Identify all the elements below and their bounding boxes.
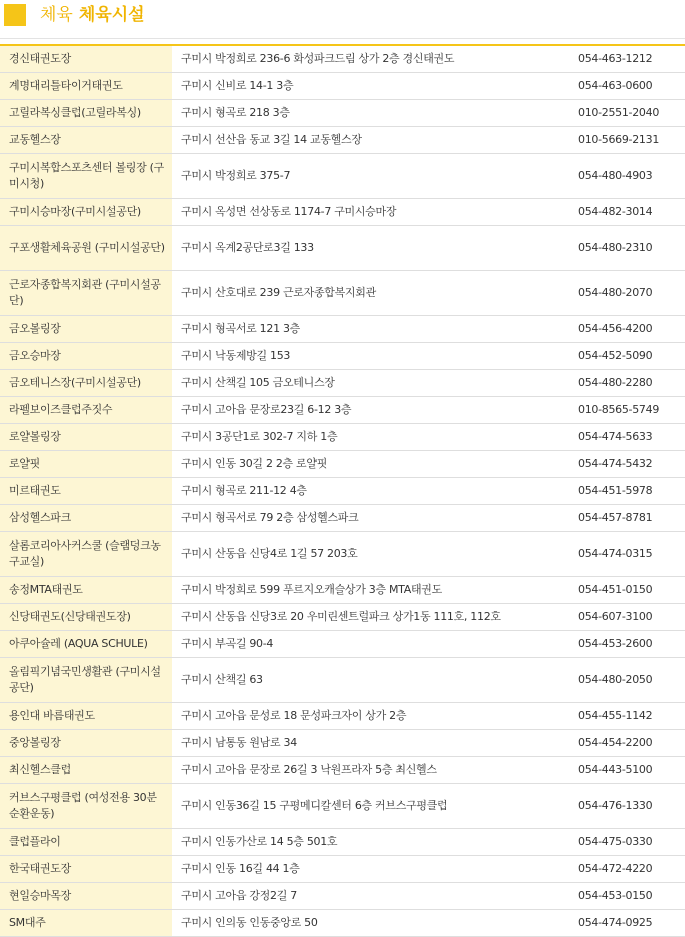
facility-name-cell: 구포생활체육공원 (구미시설공단) (0, 226, 172, 271)
facility-phone-cell: 054-474-5432 (570, 451, 685, 478)
table-row (0, 883, 685, 910)
table-row (0, 829, 685, 856)
facility-name-cell: 현일승마목장 (0, 883, 172, 910)
table-row (0, 199, 685, 226)
facility-address-cell: 구미시 고아읍 문장로 26길 3 낙원프라자 5층 최신헬스 (172, 757, 570, 784)
facility-name-cell: 교동헬스장 (0, 127, 172, 154)
table-row (0, 577, 685, 604)
facility-phone-cell: 054-474-5633 (570, 424, 685, 451)
facility-phone-cell: 054-475-0330 (570, 829, 685, 856)
facility-address-cell: 구미시 3공단1로 302-7 지하 1층 (172, 424, 570, 451)
facility-phone-cell: 054-451-5978 (570, 478, 685, 505)
table-row (0, 703, 685, 730)
facility-phone-cell: 054-480-2050 (570, 658, 685, 703)
table-row (0, 784, 685, 829)
facility-address-cell: 구미시 고아읍 문장로23길 6-12 3층 (172, 397, 570, 424)
facility-name-cell: 금오테니스장(구미시설공단) (0, 370, 172, 397)
table-row (0, 73, 685, 100)
facility-phone-cell: 054-480-4903 (570, 154, 685, 199)
facility-address-cell: 구미시 남통동 원남로 34 (172, 730, 570, 757)
facility-phone-cell: 054-480-2070 (570, 271, 685, 316)
facility-name-cell: 살롬코리아사커스쿨 (슬램덩크농구교실) (0, 532, 172, 577)
section-title (40, 4, 145, 26)
facility-address-cell: 구미시 고아읍 문성로 18 문성파크자이 상가 2층 (172, 703, 570, 730)
facility-address-cell: 구미시 부곡길 90-4 (172, 631, 570, 658)
facility-address-cell: 구미시 옥성면 선상동로 1174-7 구미시승마장 (172, 199, 570, 226)
facility-name-cell: 구미시승마장(구미시설공단) (0, 199, 172, 226)
table-row (0, 226, 685, 271)
facility-phone-cell: 054-457-8781 (570, 505, 685, 532)
table-row (0, 154, 685, 199)
facility-phone-cell: 054-607-3100 (570, 604, 685, 631)
facility-phone-cell: 054-463-0600 (570, 73, 685, 100)
table-row (0, 127, 685, 154)
facility-address-cell: 구미시 박정희로 236-6 화성파크드림 상가 2층 경신태권도 (172, 45, 570, 73)
facility-phone-cell: 054-474-0925 (570, 910, 685, 937)
facility-phone-cell: 054-480-2280 (570, 370, 685, 397)
facility-address-cell: 구미시 인동36길 15 구평메디칼센터 6층 커브스구평클럽 (172, 784, 570, 829)
facility-phone-cell: 054-455-1142 (570, 703, 685, 730)
facility-name-cell: 금오승마장 (0, 343, 172, 370)
facility-address-cell: 구미시 인동 30길 2 2층 로얄핏 (172, 451, 570, 478)
table-row (0, 631, 685, 658)
facility-phone-cell: 054-474-0315 (570, 532, 685, 577)
facility-phone-cell: 054-453-0150 (570, 883, 685, 910)
table-row (0, 532, 685, 577)
facility-address-cell: 구미시 박정희로 599 푸르지오캐슬상가 3층 MTA태권도 (172, 577, 570, 604)
table-row (0, 343, 685, 370)
facility-address-cell: 구미시 산동읍 신당4로 1길 57 203호 (172, 532, 570, 577)
table-row (0, 316, 685, 343)
facility-name-cell: 고릴라복싱클럽(고릴라복싱) (0, 100, 172, 127)
facility-name-cell: 라펠보이즈클럽주짓수 (0, 397, 172, 424)
facility-name-cell: 구미시복합스포츠센터 볼링장 (구미시청) (0, 154, 172, 199)
facility-address-cell: 구미시 고아읍 강정2길 7 (172, 883, 570, 910)
table-row (0, 478, 685, 505)
facility-phone-cell: 054-454-2200 (570, 730, 685, 757)
facility-address-cell: 구미시 인동가산로 14 5층 501호 (172, 829, 570, 856)
table-row (0, 757, 685, 784)
facility-address-cell: 구미시 신비로 14-1 3층 (172, 73, 570, 100)
facility-phone-cell: 054-472-4220 (570, 856, 685, 883)
facility-name-cell: 커브스구평클럽 (여성전용 30분순환운동) (0, 784, 172, 829)
facility-address-cell: 구미시 형곡서로 121 3층 (172, 316, 570, 343)
facility-name-cell: 미르태권도 (0, 478, 172, 505)
facility-phone-cell: 054-482-3014 (570, 199, 685, 226)
facility-phone-cell: 054-480-2310 (570, 226, 685, 271)
facility-phone-cell: 010-8565-5749 (570, 397, 685, 424)
facility-phone-cell: 010-2551-2040 (570, 100, 685, 127)
table-row (0, 451, 685, 478)
facility-table (0, 44, 685, 937)
facility-name-cell: 로얄볼링장 (0, 424, 172, 451)
facility-name-cell: 경신태권도장 (0, 45, 172, 73)
facility-name-cell: 금오볼링장 (0, 316, 172, 343)
facility-phone-cell: 054-443-5100 (570, 757, 685, 784)
facility-address-cell: 구미시 낙동제방길 153 (172, 343, 570, 370)
facility-phone-cell: 010-5669-2131 (570, 127, 685, 154)
table-row (0, 100, 685, 127)
facility-phone-cell: 054-452-5090 (570, 343, 685, 370)
table-row (0, 505, 685, 532)
table-row (0, 910, 685, 937)
facility-phone-cell: 054-463-1212 (570, 45, 685, 73)
facility-phone-cell: 054-451-0150 (570, 577, 685, 604)
facility-address-cell: 구미시 선산읍 동교 3길 14 교동헬스장 (172, 127, 570, 154)
table-row (0, 271, 685, 316)
facility-address-cell: 구미시 형곡로 211-12 4층 (172, 478, 570, 505)
section-heading: 체육시설 (78, 5, 145, 25)
table-row (0, 658, 685, 703)
facility-name-cell: 삼성헬스파크 (0, 505, 172, 532)
facility-name-cell: SM대주 (0, 910, 172, 937)
facility-address-cell: 구미시 산호대로 239 근로자종합복지회관 (172, 271, 570, 316)
section-category: 체육 (40, 5, 73, 25)
section-marker-icon (4, 4, 26, 26)
facility-name-cell: 계명대리틀타이거태권도 (0, 73, 172, 100)
facility-address-cell: 구미시 산책길 63 (172, 658, 570, 703)
table-row (0, 424, 685, 451)
header-divider (0, 38, 685, 39)
section-header (0, 0, 685, 44)
facility-name-cell: 중앙볼링장 (0, 730, 172, 757)
table-row (0, 730, 685, 757)
facility-address-cell: 구미시 박정희로 375-7 (172, 154, 570, 199)
facility-name-cell: 신당태권도(신당태권도장) (0, 604, 172, 631)
table-row (0, 397, 685, 424)
table-row (0, 604, 685, 631)
facility-name-cell: 근로자종합복지회관 (구미시설공단) (0, 271, 172, 316)
facility-address-cell: 구미시 형곡로 218 3층 (172, 100, 570, 127)
facility-name-cell: 올림픽기념국민생활관 (구미시설공단) (0, 658, 172, 703)
facility-phone-cell: 054-456-4200 (570, 316, 685, 343)
facility-name-cell: 용인대 바름태권도 (0, 703, 172, 730)
facility-name-cell: 최신헬스클럽 (0, 757, 172, 784)
facility-name-cell: 송정MTA태권도 (0, 577, 172, 604)
facility-address-cell: 구미시 산책길 105 금오테니스장 (172, 370, 570, 397)
facility-name-cell: 아쿠아슐레 (AQUA SCHULE) (0, 631, 172, 658)
facility-name-cell: 클럽플라이 (0, 829, 172, 856)
facility-name-cell: 로얄핏 (0, 451, 172, 478)
facility-phone-cell: 054-453-2600 (570, 631, 685, 658)
facility-address-cell: 구미시 옥계2공단로3길 133 (172, 226, 570, 271)
facility-address-cell: 구미시 인동 16길 44 1층 (172, 856, 570, 883)
facility-address-cell: 구미시 산동읍 신당3로 20 우미린센트럴파크 상가1동 111호, 112호 (172, 604, 570, 631)
table-row (0, 856, 685, 883)
facility-address-cell: 구미시 인의동 인동중앙로 50 (172, 910, 570, 937)
facility-address-cell: 구미시 형곡서로 79 2층 삼성헬스파크 (172, 505, 570, 532)
table-row (0, 45, 685, 73)
facility-name-cell: 한국태권도장 (0, 856, 172, 883)
facility-phone-cell: 054-476-1330 (570, 784, 685, 829)
table-row (0, 370, 685, 397)
